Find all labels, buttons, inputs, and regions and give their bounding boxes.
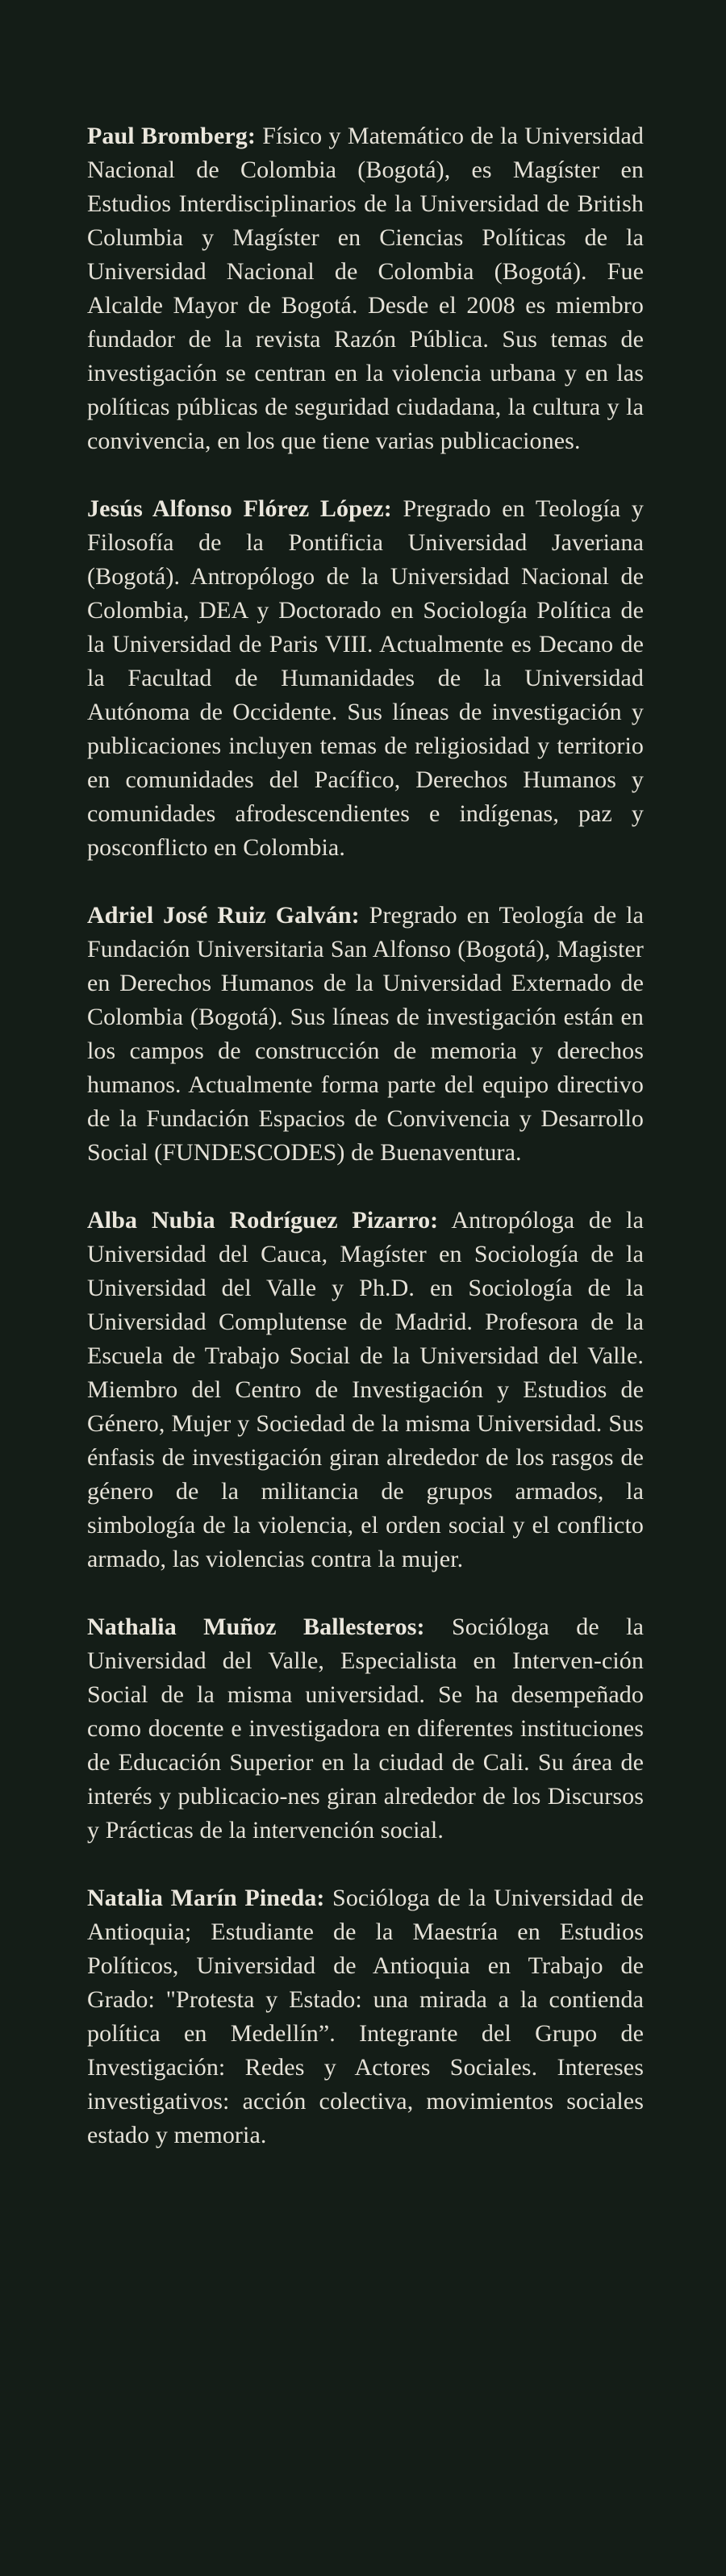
bio-text: Socióloga de la Universidad de Antioquia; Estudiante de la Maestría en Estudios Políticos, Universidad de Antioquia en Trabajo de Grado: "Protesta y Estado: una mirada a la contienda política en Medellín”. Integrante del Grupo de Investigación: Redes y Actores Sociales. Intereses investigativos: acción colectiva, movimientos sociales estado y memoria. [87,1885,644,2148]
bio-text: Pregrado en Teología y Filosofía de la Pontificia Universidad Javeriana (Bogotá). Antropólogo de la Universidad Nacional de Colombia, DEA y Doctorado en Sociología Política de la Universidad de Paris VIII. Actualmente es Decano de la Facultad de Humanidades de la Universidad Autónoma de Occidente. Sus líneas de investigación y publicaciones incluyen temas de religiosidad y territorio en comunidades del Pacífico, Derechos Humanos y comunidades afrodescendientes e indígenas, paz y posconflicto en Colombia. [87,495,644,861]
bio-text: Antropóloga de la Universidad del Cauca, Magíster en Sociología de la Universidad del Valle y Ph.D. en Sociología de la Universidad Complutense de Madrid. Profesora de la Escuela de Trabajo Social de la Universidad del Valle. Miembro del Centro de Investigación y Estudios de Género, Mujer y Sociedad de la misma Universidad. Sus énfasis de investigación giran alrededor de los rasgos de género de la militancia de grupos armados, la simbología de la violencia, el orden social y el conflicto armado, las violencias contra la mujer. [87,1207,644,1572]
bio-name: Paul Bromberg: [87,123,256,149]
bio-alba-nubia-rodriguez-pizarro [87,1204,644,1576]
author-bios [87,119,644,2186]
bio-name: Nathalia Muñoz Ballesteros: [87,1614,425,1640]
bio-text: Físico y Matemático de la Universidad Nacional de Colombia (Bogotá), es Magíster en Estudios Interdisciplinarios de la Universidad de British Columbia y Magíster en Ciencias Políticas de la Universidad Nacional de Colombia (Bogotá). Fue Alcalde Mayor de Bogotá. Desde el 2008 es miembro fundador de la revista Razón Pública. Sus temas de investigación se centran en la violencia urbana y en las políticas públicas de seguridad ciudadana, la cultura y la convivencia, en los que tiene varias publicaciones. [87,123,644,454]
bio-adriel-jose-ruiz-galvan [87,899,644,1170]
bio-name: Adriel José Ruiz Galván: [87,902,360,929]
bio-name: Alba Nubia Rodríguez Pizarro: [87,1207,439,1234]
bio-jesus-alfonso-florez-lopez [87,492,644,865]
bio-text: Socióloga de la Universidad del Valle, Especialista en Interven-ción Social de la misma universidad. Se ha desempeñado como docente e investigadora en diferentes instituciones de Educación Superior en la ciudad de Cali. Su área de interés y publicacio-nes giran alrededor de los Discursos y Prácticas de la intervención social. [87,1614,644,1843]
bio-natalia-marin-pineda [87,1881,644,2152]
bio-paul-bromberg [87,119,644,458]
bio-text: Pregrado en Teología de la Fundación Universitaria San Alfonso (Bogotá), Magister en Derechos Humanos de la Universidad Externado de Colombia (Bogotá). Sus líneas de investigación están en los campos de construcción de memoria y derechos humanos. Actualmente forma parte del equipo directivo de la Fundación Espacios de Convivencia y Desarrollo Social (FUNDESCODES) de Buenaventura. [87,902,644,1166]
bio-nathalia-munoz-ballesteros [87,1610,644,1847]
bio-name: Jesús Alfonso Flórez López: [87,495,392,522]
bio-name: Natalia Marín Pineda: [87,1885,325,1911]
